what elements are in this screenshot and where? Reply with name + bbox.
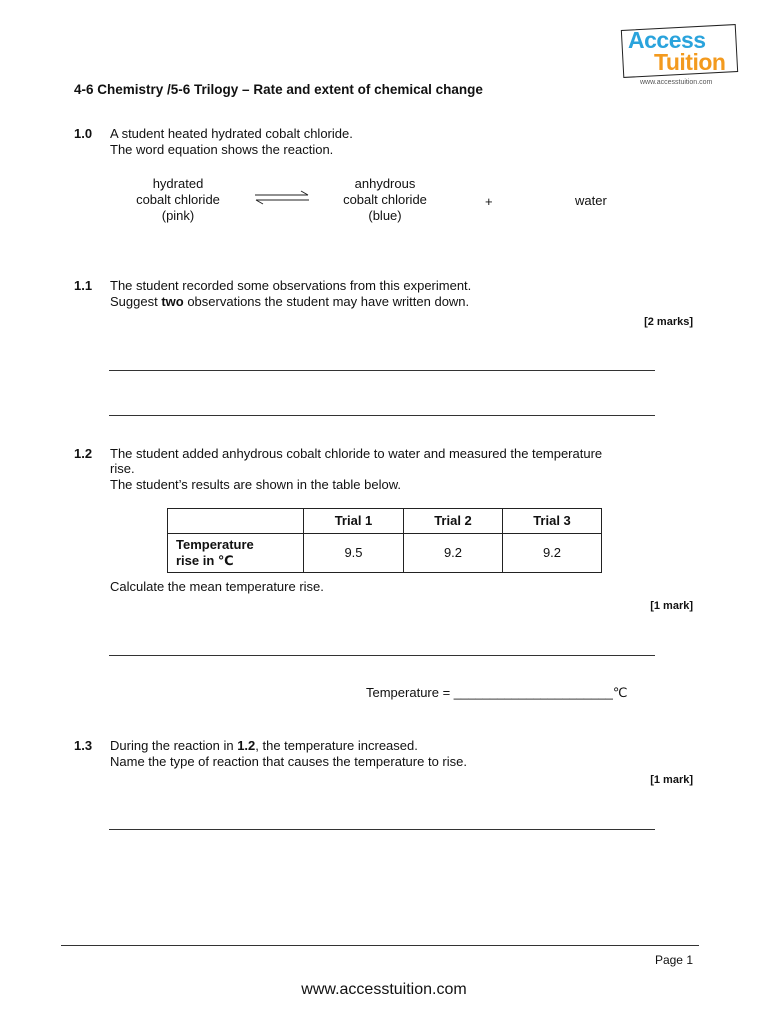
reactant-line-1: hydrated xyxy=(152,176,204,191)
footer-divider xyxy=(61,945,699,946)
reactant-line-3: (pink) xyxy=(161,208,195,223)
table-header-empty xyxy=(168,509,304,534)
question-number-1-1: 1.1 xyxy=(74,278,93,293)
row-label-line-1: Temperature xyxy=(176,537,254,552)
question-1-2-prompt: Calculate the mean temperature rise. xyxy=(110,579,324,594)
question-number-1-0: 1.0 xyxy=(74,126,93,141)
marks-1-1: [2 marks] xyxy=(644,316,693,328)
table-cell-trial-3: 9.2 xyxy=(503,534,602,573)
marks-1-3: [1 mark] xyxy=(650,774,693,786)
temperature-answer-field[interactable]: Temperature = ______________________℃ xyxy=(366,685,628,700)
table-row xyxy=(168,534,602,573)
table-header-row xyxy=(168,509,602,534)
row-label-line-2: rise in ℃ xyxy=(176,553,234,568)
question-1-2-line-1: The student added anhydrous cobalt chloride to water and measured the temperature xyxy=(110,446,603,461)
product-1-line-2: cobalt chloride xyxy=(343,192,427,207)
marks-1-2: [1 mark] xyxy=(650,600,693,612)
text-segment: During the reaction in xyxy=(110,738,238,753)
logo-word-access: Access xyxy=(628,27,706,53)
equation-reactant xyxy=(118,176,238,224)
table-row-label xyxy=(168,534,304,573)
product-1-line-1: anhydrous xyxy=(354,176,416,191)
page-number: Page 1 xyxy=(654,953,693,967)
question-1-3-line-1 xyxy=(110,738,670,754)
question-1-0-line-1: A student heated hydrated cobalt chloride. xyxy=(110,126,353,141)
question-number-1-2: 1.2 xyxy=(74,446,93,461)
question-1-1-line-1: The student recorded some observations from this experiment. xyxy=(110,278,472,293)
results-table xyxy=(167,508,602,573)
answer-line-1-2[interactable] xyxy=(109,655,655,656)
question-1-0-line-2: The word equation shows the reaction. xyxy=(110,142,334,157)
text-segment: , the temperature increased. xyxy=(255,738,418,753)
answer-line-1-1-a[interactable] xyxy=(109,370,655,371)
table-header-trial-1: Trial 1 xyxy=(304,509,404,534)
reactant-line-2: cobalt chloride xyxy=(136,192,220,207)
text-segment: observations the student may have written down. xyxy=(183,294,470,309)
question-number-1-3: 1.3 xyxy=(74,738,93,753)
equation-product-1 xyxy=(320,176,450,224)
footer-url: www.accesstuition.com xyxy=(301,981,467,998)
question-1-1-line-2 xyxy=(110,294,670,310)
answer-line-1-3[interactable] xyxy=(109,829,655,830)
emphasis-two: two xyxy=(161,294,184,309)
logo-word-tuition: Tuition xyxy=(654,49,726,75)
table-header-trial-3: Trial 3 xyxy=(503,509,602,534)
page-title: 4-6 Chemistry /5-6 Trilogy – Rate and extent of chemical change xyxy=(74,82,483,97)
answer-line-1-1-b[interactable] xyxy=(109,415,655,416)
table-cell-trial-2: 9.2 xyxy=(404,534,503,573)
question-1-2-line-2: rise. xyxy=(110,461,135,476)
question-1-2-line-3: The student’s results are shown in the table below. xyxy=(110,477,401,492)
equation-plus: + xyxy=(485,194,493,209)
table-header-trial-2: Trial 2 xyxy=(404,509,503,534)
product-1-line-3: (blue) xyxy=(368,208,402,223)
table-cell-trial-1: 9.5 xyxy=(304,534,404,573)
logo-url: www.accesstuition.com xyxy=(640,79,713,86)
emphasis-ref: 1.2 xyxy=(237,738,256,753)
text-segment: Suggest xyxy=(110,294,162,309)
reversible-arrow-icon xyxy=(253,190,311,206)
question-1-3-line-2: Name the type of reaction that causes the temperature to rise. xyxy=(110,754,467,769)
equation-product-2: water xyxy=(575,193,607,208)
